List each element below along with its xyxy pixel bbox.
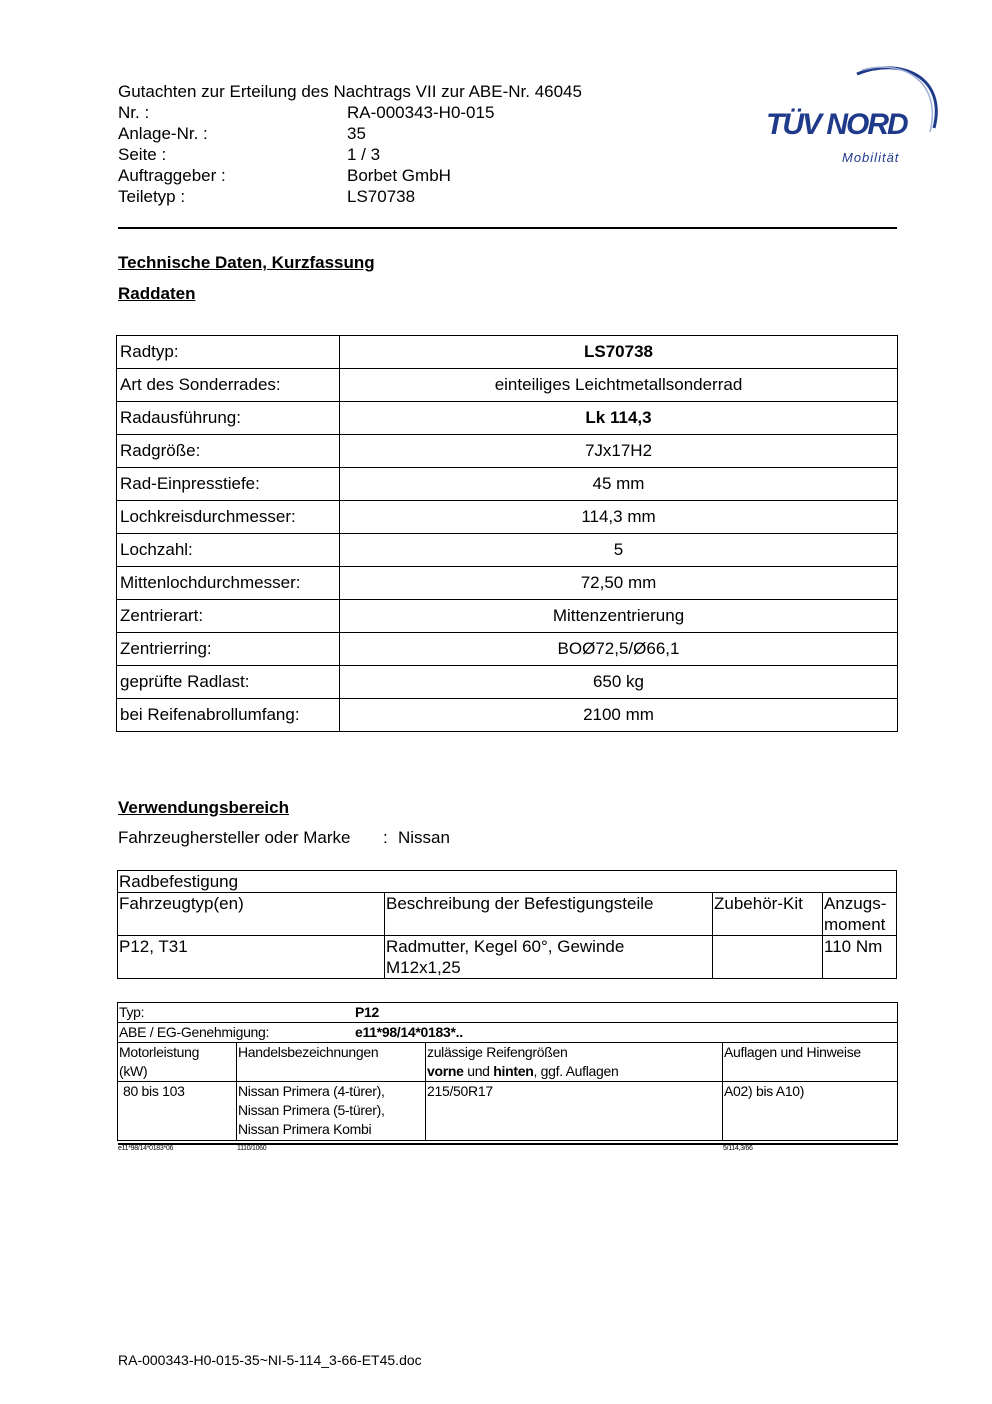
- raddaten-value: Lk 114,3: [340, 402, 898, 435]
- raddaten-label: bei Reifenabrollumfang:: [117, 699, 340, 732]
- col-anzugsmoment: [823, 893, 897, 936]
- th-motorleistung: [118, 1043, 237, 1082]
- raddaten-value: 5: [340, 534, 898, 567]
- th-reifen-line1: zulässige Reifengrößen: [427, 1044, 568, 1060]
- col-anzugsmoment-line2: moment: [824, 915, 886, 934]
- raddaten-label: geprüfte Radlast:: [117, 666, 340, 699]
- cell-fahrzeugtyp: P12, T31: [118, 936, 385, 979]
- header-value-nr: RA-000343-H0-015: [347, 103, 495, 122]
- raddaten-row: [117, 435, 898, 468]
- raddaten-label: Zentrierring:: [117, 633, 340, 666]
- typ-label: Typ:: [119, 1004, 145, 1020]
- raddaten-row: [117, 468, 898, 501]
- raddaten-label: Radausführung:: [117, 402, 340, 435]
- cell-beschreibung-line2: M12x1,25: [386, 958, 461, 977]
- raddaten-value: LS70738: [340, 336, 898, 369]
- raddaten-row: [117, 633, 898, 666]
- raddaten-value: 650 kg: [340, 666, 898, 699]
- raddaten-value: 7Jx17H2: [340, 435, 898, 468]
- header-value-teiletyp: LS70738: [347, 187, 416, 206]
- header-value-seite: 1 / 3: [347, 145, 381, 164]
- radbefestigung-title: Radbefestigung: [118, 871, 897, 893]
- header-label-auftraggeber: Auftraggeber :: [118, 166, 226, 185]
- raddaten-row: [117, 369, 898, 402]
- col-zubehoer-kit: Zubehör-Kit: [713, 893, 823, 936]
- header-label-seite: Seite :: [118, 145, 167, 164]
- section-title: Technische Daten, Kurzfassung: [118, 253, 375, 272]
- raddaten-value: 45 mm: [340, 468, 898, 501]
- raddaten-value: einteiliges Leichtmetallsonderrad: [340, 369, 898, 402]
- raddaten-label: Art des Sonderrades:: [117, 369, 340, 402]
- small-code-auflagen: 5/114,3/66: [723, 1145, 753, 1152]
- abe-value: e11*98/14*0183*..: [355, 1024, 463, 1040]
- raddaten-row: [117, 336, 898, 369]
- cell-auflagen: A02) bis A10): [723, 1082, 898, 1141]
- small-code-abe: e11*98/14*0183*06: [118, 1145, 174, 1152]
- cell-motorleistung: 80 bis 103: [118, 1082, 237, 1141]
- typ-row: [118, 1003, 898, 1023]
- th-motorleistung-line2: (kW): [119, 1063, 148, 1079]
- raddaten-row: [117, 501, 898, 534]
- th-reifen-auflagen: , ggf. Auflagen: [533, 1063, 619, 1079]
- cell-anzugsmoment: 110 Nm: [823, 936, 897, 979]
- handel-line-1: Nissan Primera (4-türer),: [238, 1083, 385, 1099]
- raddaten-value: 114,3 mm: [340, 501, 898, 534]
- th-reifen-vorne: vorne: [427, 1063, 464, 1079]
- raddaten-label: Lochkreisdurchmesser:: [117, 501, 340, 534]
- cell-beschreibung: [385, 936, 713, 979]
- cell-zubehoer-kit: [713, 936, 823, 979]
- th-reifengroessen: [426, 1043, 723, 1082]
- abe-label: ABE / EG-Genehmigung:: [119, 1024, 270, 1040]
- raddaten-label: Radtyp:: [117, 336, 340, 369]
- header-value-anlage: 35: [347, 124, 366, 143]
- typ-table-bottom-rule: [118, 1143, 898, 1145]
- section-subtitle: Raddaten: [118, 284, 196, 303]
- th-auflagen: Auflagen und Hinweise: [723, 1043, 898, 1082]
- small-code-handel: 1110/1060: [237, 1145, 267, 1152]
- cell-handelsbezeichnungen: [237, 1082, 426, 1141]
- raddaten-table: [116, 335, 898, 732]
- col-fahrzeugtyp: Fahrzeugtyp(en): [118, 893, 385, 936]
- raddaten-label: Zentrierart:: [117, 600, 340, 633]
- abe-row: [118, 1023, 898, 1043]
- handel-line-3: Nissan Primera Kombi: [238, 1121, 372, 1137]
- th-handelsbezeichnungen: Handelsbezeichnungen: [237, 1043, 426, 1082]
- th-motorleistung-line1: Motorleistung: [119, 1044, 200, 1060]
- hersteller-value: Nissan: [398, 828, 450, 847]
- col-beschreibung: Beschreibung der Befestigungsteile: [385, 893, 713, 936]
- logo-subtitle: Mobilität: [842, 150, 900, 165]
- radbefestigung-table: [117, 870, 897, 979]
- logo-text: TÜV NORD: [766, 108, 907, 141]
- handel-line-2: Nissan Primera (5-türer),: [238, 1102, 385, 1118]
- raddaten-value: Mittenzentrierung: [340, 600, 898, 633]
- col-anzugsmoment-line1: Anzugs-: [824, 894, 887, 913]
- raddaten-label: Radgröße:: [117, 435, 340, 468]
- header-divider: [118, 227, 897, 229]
- raddaten-row: [117, 600, 898, 633]
- th-reifen-hinten: hinten: [493, 1063, 534, 1079]
- typ-table: [117, 1002, 898, 1141]
- header-label-anlage: Anlage-Nr. :: [118, 124, 208, 143]
- raddaten-label: Lochzahl:: [117, 534, 340, 567]
- raddaten-row: [117, 534, 898, 567]
- raddaten-value: 72,50 mm: [340, 567, 898, 600]
- cell-beschreibung-line1: Radmutter, Kegel 60°, Gewinde: [386, 937, 625, 956]
- verwendung-title: Verwendungsbereich: [118, 798, 289, 817]
- raddaten-row: [117, 567, 898, 600]
- header-label-teiletyp: Teiletyp :: [118, 187, 186, 206]
- typ-value: P12: [355, 1004, 380, 1020]
- document-title: Gutachten zur Erteilung des Nachtrags VII zur ABE-Nr. 46045: [118, 82, 582, 101]
- raddaten-label: Mittenlochdurchmesser:: [117, 567, 340, 600]
- raddaten-label: Rad-Einpresstiefe:: [117, 468, 340, 501]
- raddaten-row: [117, 699, 898, 732]
- footer-filename: RA-000343-H0-015-35~NI-5-114_3-66-ET45.doc: [118, 1352, 422, 1368]
- tuv-nord-logo: [762, 60, 942, 170]
- header-value-auftraggeber: Borbet GmbH: [347, 166, 451, 185]
- hersteller-separator: :: [383, 828, 388, 847]
- header-label-nr: Nr. :: [118, 103, 150, 122]
- hersteller-label: Fahrzeughersteller oder Marke: [118, 828, 351, 847]
- raddaten-row: [117, 666, 898, 699]
- raddaten-value: BOØ72,5/Ø66,1: [340, 633, 898, 666]
- raddaten-value: 2100 mm: [340, 699, 898, 732]
- raddaten-row: [117, 402, 898, 435]
- th-reifen-und: und: [463, 1063, 494, 1079]
- cell-reifengroessen: 215/50R17: [426, 1082, 723, 1141]
